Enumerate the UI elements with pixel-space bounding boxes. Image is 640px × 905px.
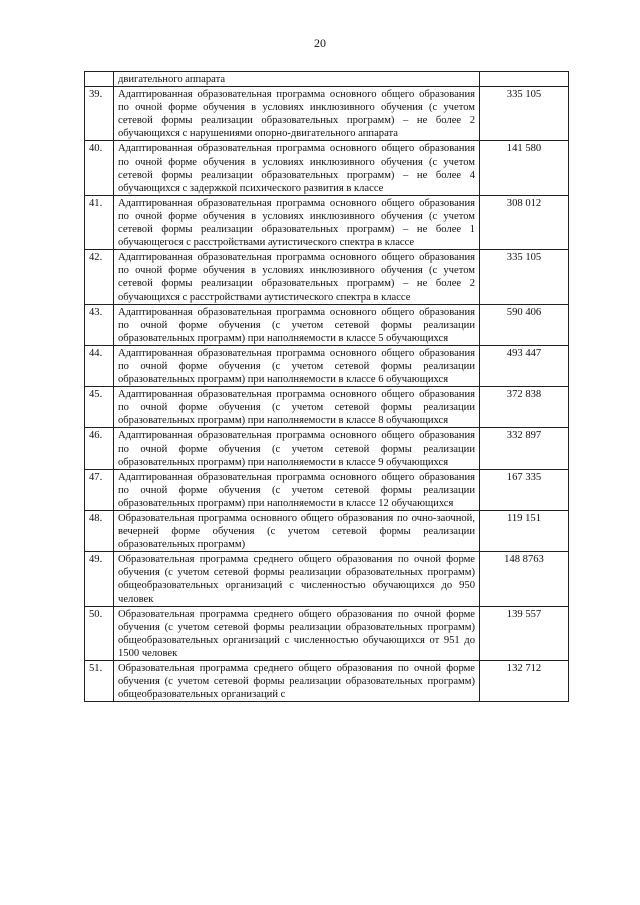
row-text-cell: Адаптированная образовательная программа основного общего образования по очной форме обучения (с учетом сетевой формы реализации образовательных программ) при наполняемости в классе 5 обучающихся	[114, 304, 480, 345]
row-text-cell: Образовательная программа среднего общего образования по очной форме обучения (с учетом сетевой формы реализации образовательных программ) общеобразовательных организаций с численностью обучающихся от 951 до 1500 человек	[114, 606, 480, 660]
table-row	[85, 141, 569, 195]
row-value-cell: 332 897	[480, 428, 569, 469]
row-number-cell: 45.	[85, 387, 114, 428]
table-row	[85, 304, 569, 345]
row-text-cell: Образовательная программа среднего общего образования по очной форме обучения (с учетом сетевой формы реализации образовательных программ) общеобразовательных организаций с	[114, 661, 480, 702]
row-text-cell: Адаптированная образовательная программа основного общего образования по очной форме обучения (с учетом сетевой формы реализации образовательных программ) при наполняемости в классе 12 обучающихся	[114, 469, 480, 510]
table-row	[85, 661, 569, 702]
row-value-cell	[480, 72, 569, 87]
row-value-cell: 493 447	[480, 345, 569, 386]
table-row	[85, 195, 569, 249]
row-value-cell: 132 712	[480, 661, 569, 702]
table-row	[85, 469, 569, 510]
table-row	[85, 606, 569, 660]
row-text-cell: Адаптированная образовательная программа основного общего образования по очной форме обучения в условиях инклюзивного обучения (с учетом сетевой формы реализации образовательных программ) – не более 2 обучающихся с расстройствами аутистического спектра в классе	[114, 250, 480, 304]
row-value-cell: 119 151	[480, 511, 569, 552]
row-number-cell: 42.	[85, 250, 114, 304]
cost-table	[84, 71, 569, 702]
table-body	[85, 72, 569, 702]
row-text-cell: Адаптированная образовательная программа основного общего образования по очной форме обучения (с учетом сетевой формы реализации образовательных программ) при наполняемости в классе 6 обучающихся	[114, 345, 480, 386]
row-value-cell: 308 012	[480, 195, 569, 249]
row-number-cell: 44.	[85, 345, 114, 386]
row-text-cell: Адаптированная образовательная программа основного общего образования по очной форме обучения в условиях инклюзивного обучения (с учетом сетевой формы реализации образовательных программ) – не более 1 обучающегося с расстройствами аутистического спектра в классе	[114, 195, 480, 249]
table-row	[85, 387, 569, 428]
table-row	[85, 552, 569, 606]
row-text-cell: Адаптированная образовательная программа основного общего образования по очной форме обучения в условиях инклюзивного обучения (с учетом сетевой формы реализации образовательных программ) – не более 2 обучающихся с нарушениями опорно-двигательного аппарата	[114, 87, 480, 141]
row-number-cell	[85, 72, 114, 87]
row-text-cell: двигательного аппарата	[114, 72, 480, 87]
row-value-cell: 167 335	[480, 469, 569, 510]
row-number-cell: 41.	[85, 195, 114, 249]
page-number: 20	[314, 36, 326, 50]
row-number-cell: 39.	[85, 87, 114, 141]
table-row	[85, 345, 569, 386]
row-value-cell: 148 8763	[480, 552, 569, 606]
row-value-cell: 139 557	[480, 606, 569, 660]
row-text-cell: Адаптированная образовательная программа основного общего образования по очной форме обучения (с учетом сетевой формы реализации образовательных программ) при наполняемости в классе 8 обучающихся	[114, 387, 480, 428]
row-number-cell: 51.	[85, 661, 114, 702]
row-value-cell: 335 105	[480, 87, 569, 141]
row-number-cell: 47.	[85, 469, 114, 510]
table-row	[85, 87, 569, 141]
table-row-continuation	[85, 72, 569, 87]
row-value-cell: 590 406	[480, 304, 569, 345]
row-number-cell: 43.	[85, 304, 114, 345]
row-text-cell: Образовательная программа основного общего образования по очно-заочной, вечерней форме обучения (с учетом сетевой формы реализации образовательных программ)	[114, 511, 480, 552]
row-number-cell: 40.	[85, 141, 114, 195]
table-row	[85, 428, 569, 469]
row-value-cell: 372 838	[480, 387, 569, 428]
row-number-cell: 50.	[85, 606, 114, 660]
row-number-cell: 46.	[85, 428, 114, 469]
row-number-cell: 48.	[85, 511, 114, 552]
table-row	[85, 511, 569, 552]
table-row	[85, 250, 569, 304]
row-text-cell: Адаптированная образовательная программа основного общего образования по очной форме обучения в условиях инклюзивного обучения (с учетом сетевой формы реализации образовательных программ) – не более 4 обучающихся с задержкой психического развития в классе	[114, 141, 480, 195]
row-value-cell: 335 105	[480, 250, 569, 304]
row-number-cell: 49.	[85, 552, 114, 606]
row-text-cell: Образовательная программа среднего общего образования по очной форме обучения (с учетом сетевой формы реализации образовательных программ) общеобразовательных организаций с численностью обучающихся до 950 человек	[114, 552, 480, 606]
row-value-cell: 141 580	[480, 141, 569, 195]
row-text-cell: Адаптированная образовательная программа основного общего образования по очной форме обучения (с учетом сетевой формы реализации образовательных программ) при наполняемости в классе 9 обучающихся	[114, 428, 480, 469]
